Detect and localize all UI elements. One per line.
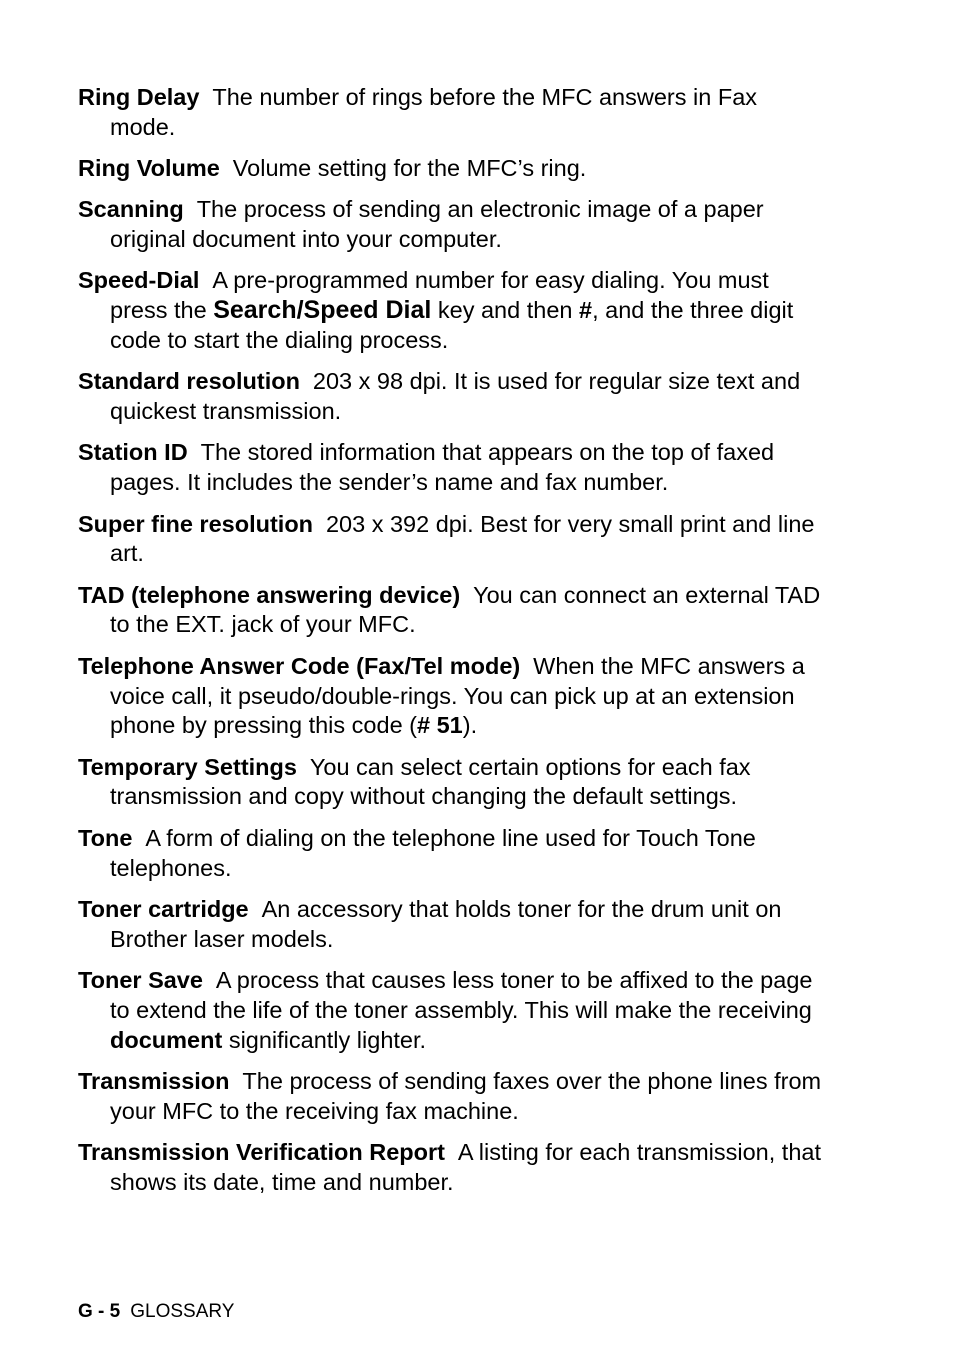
entry-definition-part: ). [462, 712, 478, 739]
entry-term: Station ID [78, 439, 188, 466]
glossary-entry-toner-save [78, 966, 828, 1055]
entry-term: Telephone Answer Code (Fax/Tel mode) [78, 652, 521, 679]
entry-definition: A form of dialing on the telephone line used for Touch Tone telephones. [110, 824, 756, 881]
entry-definition-part: , and the three digit code to start the dialing process. [110, 297, 794, 354]
glossary-entry-standard-resolution [78, 367, 828, 427]
key-name: # [579, 297, 593, 324]
entry-definition: A listing for each transmission, that shows its date, time and number. [110, 1138, 822, 1195]
entry-definition: The process of sending faxes over the phone lines from your MFC to the receiving fax machine. [110, 1067, 822, 1124]
glossary-entry-speed-dial [78, 266, 828, 355]
entry-term: Tone [78, 824, 133, 851]
entry-term: Speed-Dial [78, 267, 200, 294]
entry-term: Toner Save [78, 966, 203, 993]
entry-term: Super fine resolution [78, 510, 314, 537]
entry-term: Ring Volume [78, 155, 220, 182]
code-value: # 51 [417, 712, 463, 739]
entry-definition-part: When the MFC answers a voice call, it pseudo/double-rings. You can pick up at an extension phone by pressing this code ( [110, 652, 805, 739]
glossary-entry-telephone-answer-code [78, 652, 828, 741]
entry-definition-part: A pre-programmed number for easy dialing. You must press the [110, 267, 769, 324]
entry-term: Ring Delay [78, 84, 200, 110]
entry-term: Standard resolution [78, 368, 300, 395]
entry-definition: 203 x 392 dpi. Best for very small print and line art. [110, 510, 815, 567]
entry-term: Scanning [78, 196, 184, 223]
glossary-entry-ring-volume [78, 154, 828, 184]
entry-term: Temporary Settings [78, 753, 297, 780]
glossary-entry-toner-cartridge [78, 895, 828, 955]
glossary-entry-tad [78, 581, 828, 641]
emphasized-word: document [110, 1026, 223, 1053]
entry-definition: The stored information that appears on the top of faxed pages. It includes the sender’s name and fax number. [110, 439, 775, 496]
page-number: G - 5 [78, 1301, 121, 1322]
entry-definition: Volume setting for the MFC’s ring. [232, 155, 587, 182]
entry-definition: You can select certain options for each fax transmission and copy without changing the default settings. [110, 753, 751, 810]
key-name: Search/Speed Dial [213, 296, 432, 325]
page-footer [78, 1301, 234, 1323]
glossary-entry-scanning [78, 195, 828, 255]
glossary-entry-temporary-settings [78, 753, 828, 813]
entry-definition: You can connect an external TAD to the EXT. jack of your MFC. [110, 581, 821, 638]
entry-definition: 203 x 98 dpi. It is used for regular size text and quickest transmission. [110, 368, 801, 425]
entry-definition-part: A process that causes less toner to be affixed to the page to extend the life of the toner assembly. This will make the receiving [110, 966, 813, 1023]
entry-definition: An accessory that holds toner for the drum unit on Brother laser models. [110, 895, 782, 952]
entry-term: Transmission Verification Report [78, 1138, 445, 1165]
entry-definition: The number of rings before the MFC answers in Fax mode. [110, 84, 758, 140]
entry-definition: The process of sending an electronic image of a paper original document into your computer. [110, 196, 764, 253]
entry-definition-part: key and then [437, 297, 573, 324]
glossary-entry-super-fine-resolution [78, 510, 828, 570]
entry-term: Transmission [78, 1067, 230, 1094]
glossary-list [78, 83, 828, 1209]
glossary-entry-station-id [78, 438, 828, 498]
glossary-entry-tone [78, 824, 828, 884]
entry-term: TAD (telephone answering device) [78, 581, 461, 608]
glossary-entry-transmission-verification-report [78, 1138, 828, 1198]
entry-term: Toner cartridge [78, 895, 249, 922]
entry-definition-part: significantly lighter. [228, 1026, 427, 1053]
section-name: GLOSSARY [130, 1301, 235, 1322]
glossary-entry-transmission [78, 1067, 828, 1127]
glossary-entry-ring-delay [78, 83, 828, 143]
